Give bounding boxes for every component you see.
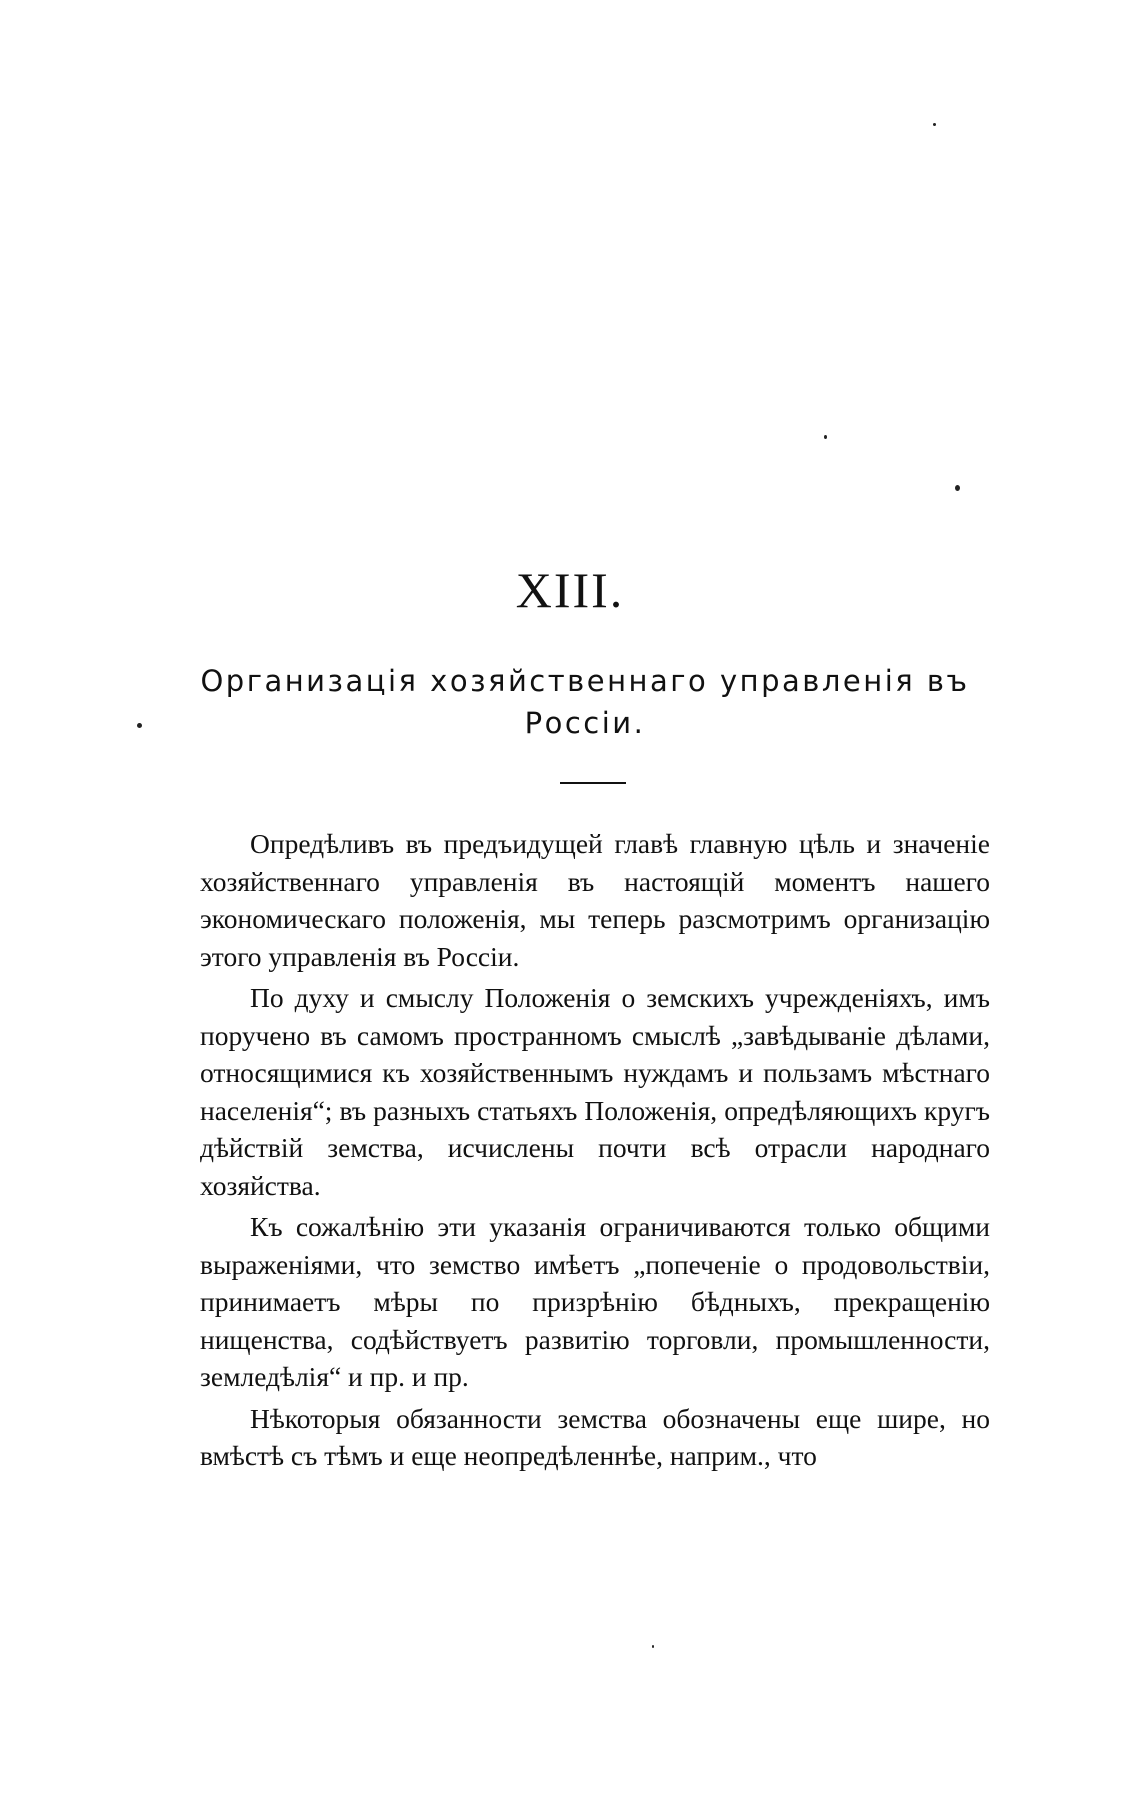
chapter-title-line-2: Россіи. (524, 706, 646, 740)
title-divider (560, 782, 626, 784)
paragraph: Къ сожалѣнію эти указанія ограничиваются только общими выраженіями, что земство имѣетъ „попеченіе о продовольствіи, принимаетъ мѣры по призрѣнію бѣдныхъ, прекращенію нищенства, содѣйствуетъ развитію торговли, промышленности, земледѣлія“ и пр. и пр. (200, 1211, 990, 1392)
scan-speck (955, 485, 960, 491)
body-text (200, 825, 990, 1479)
chapter-number: XIII. (515, 562, 625, 618)
scan-speck (137, 723, 142, 728)
paragraph: По духу и смыслу Положенія о земскихъ учрежденіяхъ, имъ поручено въ самомъ пространномъ смыслѣ „завѣдываніе дѣлами, относящимися къ хозяйственнымъ нуждамъ и пользамъ мѣстнаго населенія“; въ разныхъ статьяхъ Положенія, опредѣляющихъ кругъ дѣйствій земства, исчислены почти всѣ отрасли народнаго хозяйства. (200, 982, 990, 1201)
scan-speck (933, 123, 936, 126)
scan-speck (824, 435, 827, 439)
paragraph: Нѣкоторыя обязанности земства обозначены еще шире, но вмѣстѣ съ тѣмъ и еще неопредѣленнѣе, наприм., что (200, 1402, 990, 1471)
chapter-title-line-1: Организація хозяйственнаго управленія въ (200, 664, 970, 698)
scan-speck (652, 1645, 654, 1648)
chapter-title (180, 660, 990, 744)
paragraph: Опредѣливъ въ предъидущей главѣ главную цѣль и значеніе хозяйственнаго управленія въ настоящій моментъ нашего экономическаго положенія, мы теперь разсмотримъ организацію этого управленія въ Россіи. (200, 828, 990, 972)
